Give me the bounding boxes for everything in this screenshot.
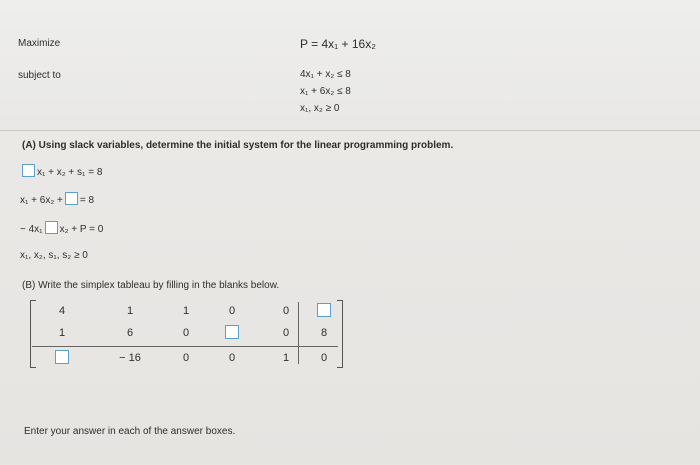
answer-box-a2[interactable] xyxy=(65,192,78,205)
system-line-1 xyxy=(20,164,102,178)
tableau-cell: 0 xyxy=(182,352,190,364)
tableau-cell: 0 xyxy=(282,305,290,317)
objective-function: P = 4x₁ + 16x₂ xyxy=(300,37,376,51)
tableau-left-bracket xyxy=(30,300,36,368)
tableau-cell: 0 xyxy=(320,352,328,364)
system-line-3 xyxy=(20,221,103,235)
tableau-cell: 0 xyxy=(282,327,290,339)
system-line-3-end: x₂ + P = 0 xyxy=(59,224,104,235)
part-b-prompt: (B) Write the simplex tableau by filling in the blanks below. xyxy=(22,280,280,291)
tableau-cell: 6 xyxy=(126,327,134,339)
constraint-2: x₁ + 6x₂ ≤ 8 xyxy=(300,86,351,97)
answer-box-b-row3-x1[interactable] xyxy=(55,350,69,364)
tableau-cell: 0 xyxy=(228,352,236,364)
constraint-3: x₁, x₂ ≥ 0 xyxy=(300,103,340,114)
tableau-cell: 1 xyxy=(58,327,66,339)
part-a-prompt: (A) Using slack variables, determine the initial system for the linear programming problem. xyxy=(22,140,454,151)
tableau-row-divider xyxy=(32,346,338,347)
nonnegativity-line: x₁, x₂, s₁, s₂ ≥ 0 xyxy=(20,250,88,261)
tableau-cell: 1 xyxy=(182,305,190,317)
answer-box-a3[interactable] xyxy=(45,221,58,234)
tableau-cell: 1 xyxy=(126,305,134,317)
tableau-cell: 1 xyxy=(282,352,290,364)
tableau-cell: 4 xyxy=(58,305,66,317)
problem-header xyxy=(0,0,700,130)
system-line-2-end: = 8 xyxy=(79,195,95,206)
answer-box-b-row2-s2[interactable] xyxy=(225,325,239,339)
tableau-cell: 0 xyxy=(228,305,236,317)
maximize-label: Maximize xyxy=(18,38,61,49)
subject-to-label: subject to xyxy=(18,70,61,81)
system-line-2 xyxy=(20,192,94,206)
footer-instruction: Enter your answer in each of the answer boxes. xyxy=(24,426,236,437)
system-line-2-start: x₁ + 6x₂ + xyxy=(20,195,63,206)
constraint-1: 4x₁ + x₂ ≤ 8 xyxy=(300,69,351,80)
tableau-cell: 0 xyxy=(182,327,190,339)
answer-box-a1[interactable] xyxy=(22,164,35,177)
tableau-cell: 8 xyxy=(320,327,328,339)
divider xyxy=(0,130,700,131)
system-line-1-text: x₁ + x₂ + s₁ = 8 xyxy=(37,167,103,178)
tableau-cell: − 16 xyxy=(119,352,141,364)
answer-box-b-row1-rhs[interactable] xyxy=(317,303,331,317)
system-line-3-start: − 4x₁ xyxy=(20,224,43,235)
